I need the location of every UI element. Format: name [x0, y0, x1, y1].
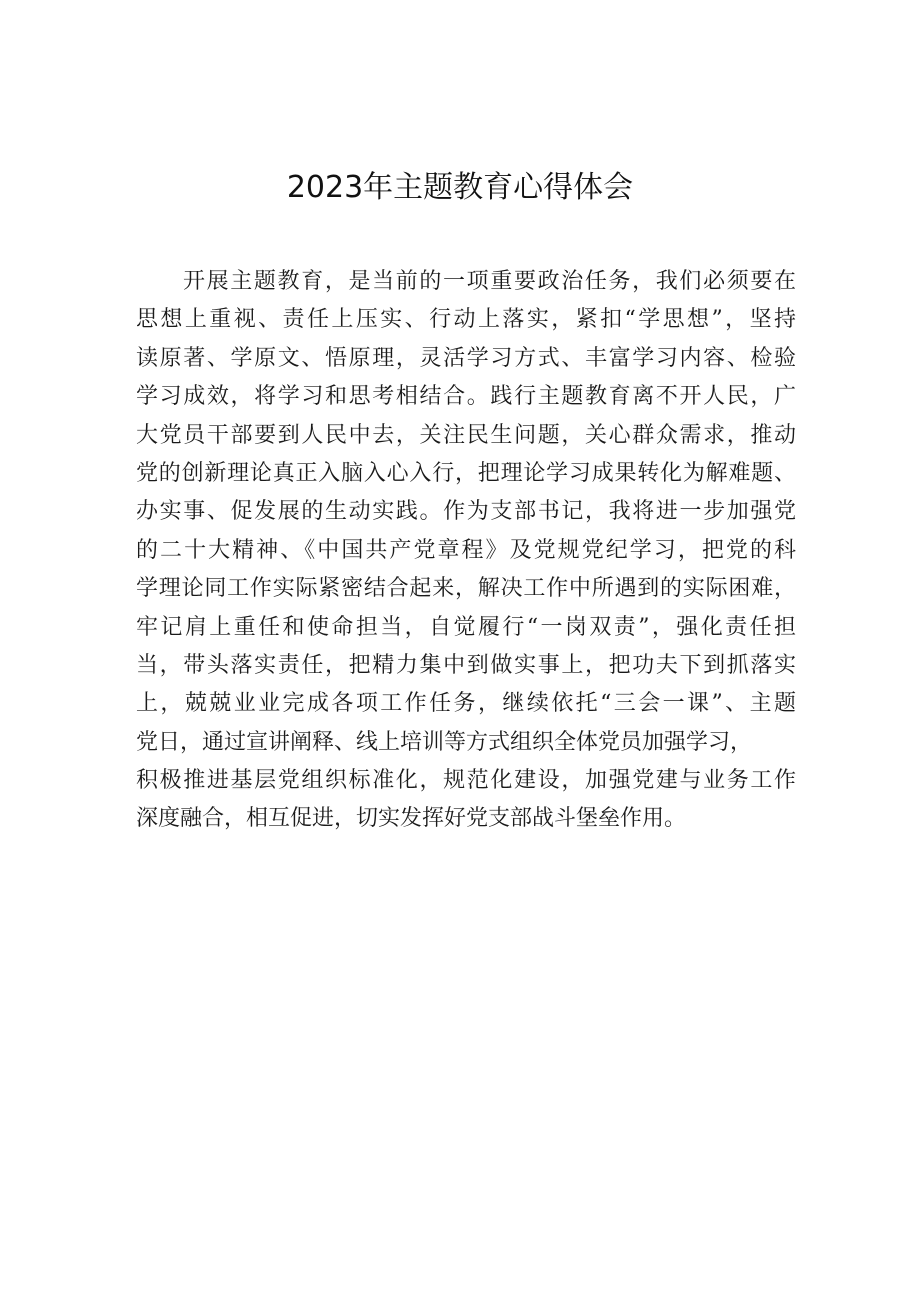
document-body [136, 263, 796, 839]
body-line: 上，兢兢业业完成各项工作任务，继续依托“三会一课”、主题 [136, 691, 796, 717]
body-line: 党的创新理论真正入脑入心入行，把理论学习成果转化为解难题、 [136, 460, 796, 486]
body-line: 读原著、学原文、悟原理，灵活学习方式、丰富学习内容、检验 [136, 345, 796, 371]
body-line: 办实事、促发展的生动实践。作为支部书记，我将进一步加强党 [136, 499, 796, 525]
body-line: 的二十大精神、《中国共产党章程》及党规党纪学习，把党的科 [136, 537, 796, 563]
body-line: 党日，通过宣讲阐释、线上培训等方式组织全体党员加强学习， [136, 729, 753, 755]
body-line: 思想上重视、责任上压实、行动上落实，紧扣“学思想”，坚持 [136, 307, 796, 333]
body-line: 积极推进基层党组织标准化，规范化建设，加强党建与业务工作 [136, 768, 796, 794]
body-line: 牢记肩上重任和使命担当，自觉履行“一岗双责”，强化责任担 [136, 614, 796, 640]
body-line: 深度融合，相互促进，切实发挥好党支部战斗堡垒作用。 [136, 806, 687, 832]
body-line: 学理论同工作实际紧密结合起来，解决工作中所遇到的实际困难， [136, 576, 796, 602]
body-line: 大党员干部要到人民中去，关注民生问题，关心群众需求，推动 [136, 422, 796, 448]
body-line: 学习成效，将学习和思考相结合。践行主题教育离不开人民，广 [136, 384, 796, 410]
body-line: 当，带头落实责任，把精力集中到做实事上，把功夫下到抓落实 [136, 652, 796, 678]
body-line: 开展主题教育，是当前的一项重要政治任务，我们必须要在 [183, 269, 796, 294]
document-title: 2023年主题教育心得体会 [286, 170, 634, 205]
